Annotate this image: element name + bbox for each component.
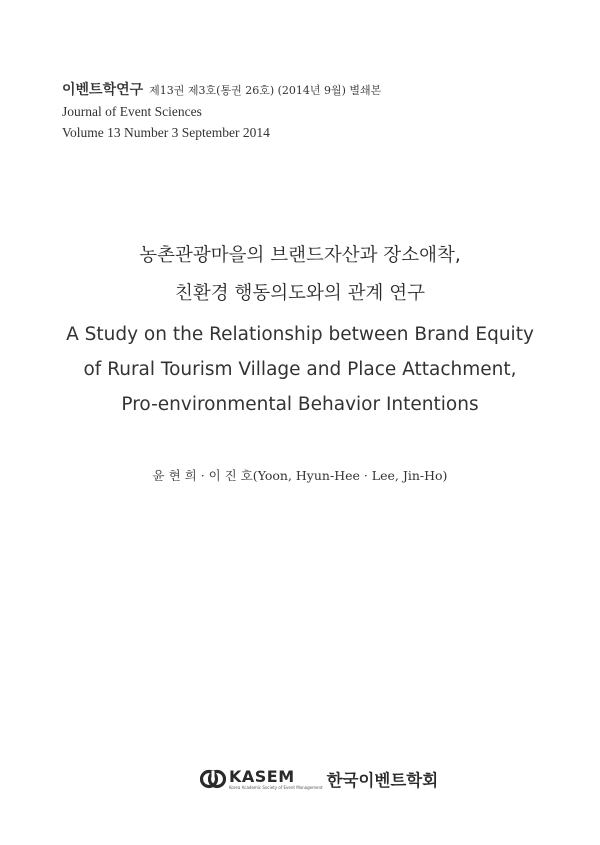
title-kr-line-2: 친환경 행동의도와의 관계 연구 <box>175 283 425 304</box>
journal-header <box>62 80 381 143</box>
journal-name-kr: 이벤트학연구 <box>62 82 144 98</box>
kasem-wordmark <box>229 766 323 790</box>
title-kr-line-1: 농촌관광마을의 브랜드자산과 장소애착, <box>139 245 461 266</box>
volume-info: Volume 13 Number 3 September 2014 <box>62 125 270 140</box>
kasem-logo-icon <box>200 768 226 790</box>
authors: 윤 현 희 · 이 진 호(Yoon, Hyun-Hee · Lee, Jin-Ho) <box>152 468 448 483</box>
society-name-kr: 한국이벤트학회 <box>326 771 439 790</box>
kasem-text: KASEM <box>229 766 295 786</box>
title-en-line-1: A Study on the Relationship between Brand Equity <box>66 324 534 345</box>
kasem-subtext: Korea Academic Society of Event Management <box>229 784 323 790</box>
publisher-logo <box>200 766 438 792</box>
journal-title-line <box>62 80 381 101</box>
paper-title <box>0 237 600 422</box>
title-en-line-2: of Rural Tourism Village and Place Attachment, <box>83 359 517 380</box>
title-en-line-3: Pro-environmental Behavior Intentions <box>121 394 479 415</box>
journal-name-en: Journal of Event Sciences <box>62 104 202 119</box>
issue-info: 제13권 제3호(통권 26호) (2014년 9월) 별쇄본 <box>149 84 382 97</box>
